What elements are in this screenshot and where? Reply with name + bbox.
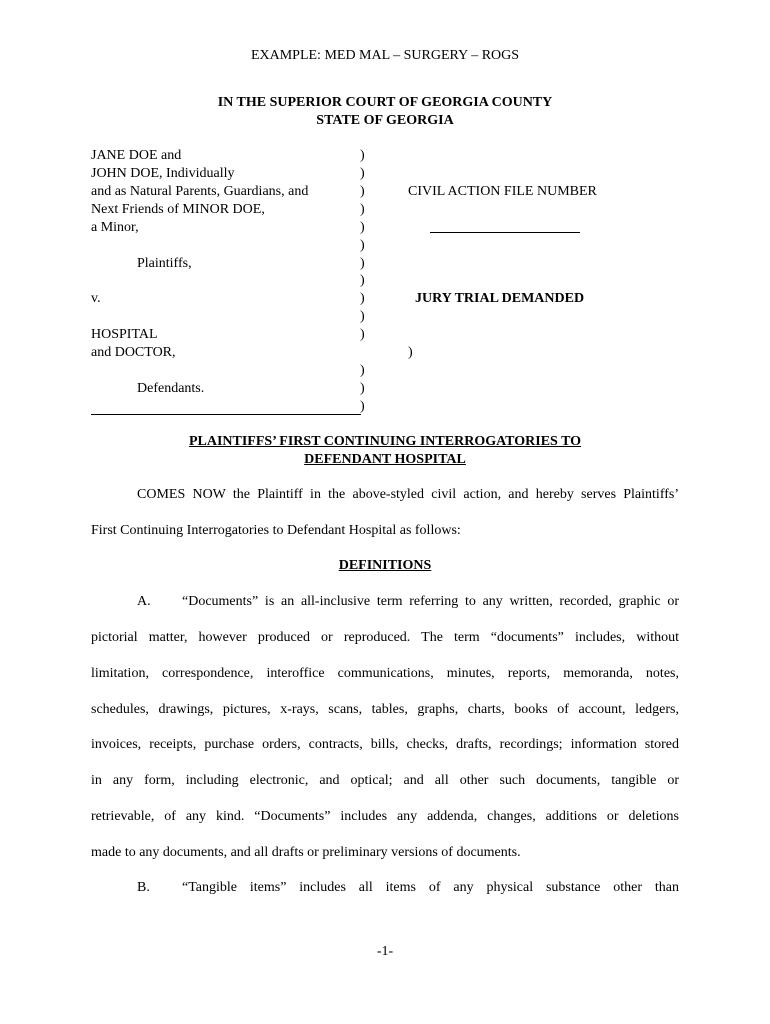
def-a-line: made to any documents, and all drafts or preliminary versions of documents. [91, 845, 521, 860]
defendants-label: Defendants. [137, 381, 205, 396]
example-label: EXAMPLE: MED MAL – SURGERY – ROGS [250, 48, 520, 63]
caption-paren: ) [360, 148, 365, 163]
def-a-line: limitation, correspondence, interoffice communications, minutes, reports, memoranda, notes, [91, 666, 679, 681]
caption-paren: ) [360, 309, 365, 324]
caption-paren: ) [360, 238, 365, 253]
civil-action-label: CIVIL ACTION FILE NUMBER [408, 184, 597, 199]
plaintiff-line: Next Friends of MINOR DOE, [91, 202, 265, 217]
defendant-line: HOSPITAL [91, 327, 158, 342]
caption-paren: ) [360, 166, 365, 181]
caption-paren: ) [360, 184, 365, 199]
plaintiffs-label: Plaintiffs, [137, 256, 192, 271]
plaintiff-line: and as Natural Parents, Guardians, and [91, 184, 309, 199]
def-a-line: schedules, drawings, pictures, x-rays, scans, tables, graphs, charts, books of account, ledgers, [91, 702, 679, 717]
versus-label: v. [91, 291, 101, 306]
def-b-line: “Tangible items” includes all items of any physical substance other than [182, 880, 679, 895]
def-a-line: retrievable, of any kind. “Documents” includes any addenda, changes, additions or deletions [91, 809, 679, 824]
document-title-line2: DEFENDANT HOSPITAL [304, 452, 466, 467]
jury-trial-label: JURY TRIAL DEMANDED [415, 291, 585, 306]
caption-paren: ) [360, 256, 365, 271]
plaintiff-line: JOHN DOE, Individually [91, 166, 235, 181]
def-a-line: invoices, receipts, purchase orders, contracts, bills, checks, drafts, recordings; information stored [91, 737, 679, 752]
court-state: STATE OF GEORGIA [316, 113, 454, 128]
caption-paren: ) [360, 363, 365, 378]
plaintiff-line: a Minor, [91, 220, 139, 235]
intro-line: COMES NOW the Plaintiff in the above-styled civil action, and hereby serves Plaintiffs’ [137, 487, 679, 502]
caption-paren: ) [360, 399, 365, 414]
def-a-marker: A. [137, 594, 151, 609]
plaintiff-line: JANE DOE and [91, 148, 182, 163]
caption-paren: ) [408, 345, 413, 360]
caption-paren: ) [360, 327, 365, 342]
def-a-line: “Documents” is an all-inclusive term referring to any written, recorded, graphic or [182, 594, 679, 609]
defendant-line: and DOCTOR, [91, 345, 176, 360]
caption-paren: ) [360, 202, 365, 217]
def-a-line: pictorial matter, however produced or reproduced. The term “documents” includes, without [91, 630, 679, 645]
caption-paren: ) [360, 381, 365, 396]
page-number: -1- [376, 944, 394, 959]
file-number-blank [430, 232, 580, 233]
caption-underline [91, 414, 361, 415]
intro-line: First Continuing Interrogatories to Defendant Hospital as follows: [91, 523, 461, 538]
court-name: IN THE SUPERIOR COURT OF GEORGIA COUNTY [217, 95, 553, 110]
def-b-marker: B. [137, 880, 150, 895]
caption-paren: ) [360, 291, 365, 306]
document-title: PLAINTIFFS’ FIRST CONTINUING INTERROGATORIES TO [188, 434, 582, 449]
definitions-heading: DEFINITIONS [338, 558, 432, 573]
caption-paren: ) [360, 220, 365, 235]
caption-paren: ) [360, 273, 365, 288]
def-a-line: in any form, including electronic, and optical; and all other such documents, tangible or [91, 773, 679, 788]
